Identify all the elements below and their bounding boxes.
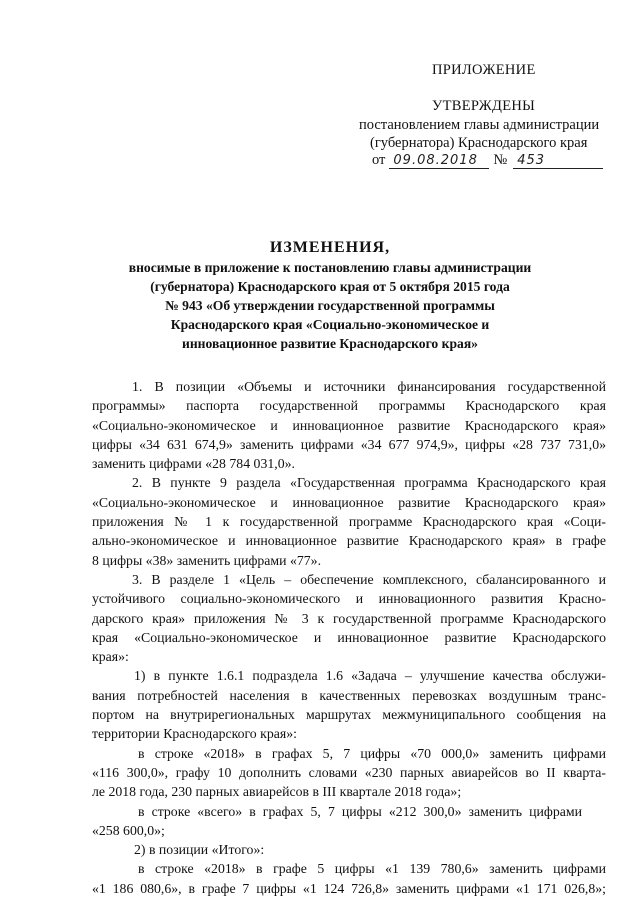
title-heading: ИЗМЕНЕНИЯ, bbox=[269, 239, 391, 256]
body-line: 2) в позиции «Итого»: bbox=[134, 842, 265, 858]
body-line: программы» паспорта государственной программы Краснодарского края bbox=[92, 398, 606, 414]
approved-label: УТВЕРЖДЕНЫ bbox=[432, 98, 536, 114]
title-line: (губернатора) Краснодарского края от 5 октября 2015 года bbox=[150, 279, 510, 294]
body-line: 8 цифры «38» заменить цифрами «77». bbox=[92, 552, 322, 568]
body-line: заменить цифрами «28 784 031,0». bbox=[92, 456, 295, 472]
title-line: инновационное развитие Краснодарского края» bbox=[182, 336, 478, 351]
body-line: портом на внутрирегиональных маршрутах межмуниципального сообщения на bbox=[92, 707, 606, 723]
body-line: 1) в пункте 1.6.1 подраздела 1.6 «Задача – улучшение качества обслужи- bbox=[134, 668, 606, 684]
body-line: в строке «всего» в графах 5, 7 цифры «212 300,0» заменить цифрами bbox=[138, 803, 582, 819]
document-body bbox=[92, 377, 606, 898]
title-line: № 943 «Об утверждении государственной программы bbox=[165, 298, 495, 313]
body-line: в строке «2018» в графе 5 цифры «1 139 780,6» заменить цифрами bbox=[138, 861, 606, 877]
body-line: «258 600,0»; bbox=[92, 822, 165, 838]
decree-line-1: постановлением главы администрации bbox=[359, 117, 600, 133]
body-line: 3. В разделе 1 «Цель – обеспечение комплексного, сбалансированного и bbox=[132, 571, 606, 587]
appendix-label: ПРИЛОЖЕНИЕ bbox=[432, 62, 536, 78]
title-line: Краснодарского края «Социально-экономическое и bbox=[170, 317, 490, 332]
date-prefix: от bbox=[372, 152, 386, 168]
handwritten-number: 453 bbox=[513, 154, 603, 169]
body-line: приложения № 1 к государственной программе Краснодарского края «Соци- bbox=[92, 514, 606, 530]
body-line: устойчивого социально-экономического и инновационного развития Красно- bbox=[92, 591, 606, 607]
body-line: «1 186 080,6», в графе 7 цифры «1 124 726,8» заменить цифрами «1 171 026,8»; bbox=[92, 880, 606, 896]
body-line: «Социально-экономическое и инновационное развитие Краснодарского края» bbox=[92, 417, 606, 433]
body-line: дарского края» приложения № 3 к государственной программе Краснодарского bbox=[92, 610, 606, 626]
body-line: ально-экономическое и инновационное развитие Краснодарского края» в графе bbox=[92, 533, 606, 549]
handwritten-date: 09.08.2018 bbox=[389, 154, 489, 169]
body-line: края «Социально-экономическое и инновационное развитие Краснодарского bbox=[92, 629, 606, 645]
decree-line-2: (губернатора) Краснодарского края bbox=[370, 135, 588, 151]
number-prefix: № bbox=[493, 152, 508, 168]
body-line: края»: bbox=[92, 649, 129, 665]
title-line: вносимые в приложение к постановлению главы администрации bbox=[128, 260, 532, 275]
body-line: «Социально-экономическое и инновационное развитие Краснодарского края» bbox=[92, 494, 606, 510]
body-line: цифры «34 631 674,9» заменить цифрами «34 677 974,9», цифры «28 737 731,0» bbox=[92, 436, 606, 452]
document-title bbox=[60, 238, 600, 353]
body-line: ле 2018 года, 230 парных авиарейсов в III квартале 2018 года»; bbox=[92, 784, 462, 800]
body-line: 1. В позиции «Объемы и источники финансирования государственной bbox=[132, 379, 606, 394]
date-number-line bbox=[372, 152, 603, 169]
body-line: в строке «2018» в графах 5, 7 цифры «70 000,0» заменить цифрами bbox=[138, 745, 606, 761]
body-line: 2. В пункте 9 раздела «Государственная программа Краснодарского края bbox=[132, 475, 606, 491]
body-line: территории Краснодарского края»: bbox=[92, 726, 297, 742]
body-line: вания потребностей населения в качественных перевозках воздушным транс- bbox=[92, 687, 606, 703]
body-line: «116 300,0», графу 10 дополнить словами «230 парных авиарейсов во II кварта- bbox=[92, 764, 606, 780]
